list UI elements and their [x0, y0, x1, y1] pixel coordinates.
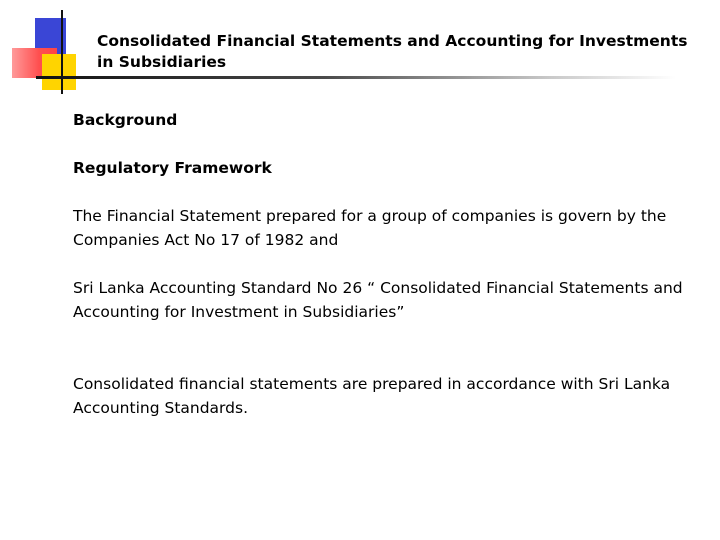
paragraph-companies-act: The Financial Statement prepared for a group of companies is govern by the Companies Act No 17 of 1982 and [73, 207, 667, 249]
title-underline-rule [36, 76, 676, 79]
heading-regulatory-framework: Regulatory Framework [73, 159, 272, 177]
paragraph-consolidated-statements: Consolidated financial statements are prepared in accordance with Sri Lanka Accounting Standards. [73, 375, 671, 417]
paragraph-slas-26: Sri Lanka Accounting Standard No 26 “ Consolidated Financial Statements and Accounting for Investment in Subsidiaries” [73, 279, 683, 321]
logo-yellow-square [42, 54, 76, 90]
heading-background: Background [73, 111, 178, 129]
slide-title: Consolidated Financial Statements and Accounting for Investments in Subsidiaries [97, 32, 688, 71]
spacer [73, 132, 703, 156]
slide-logo-decoration [0, 0, 100, 100]
slide-body [73, 108, 703, 420]
spacer [73, 252, 703, 276]
logo-vertical-line [61, 10, 63, 94]
spacer [73, 324, 703, 372]
spacer [73, 180, 703, 204]
